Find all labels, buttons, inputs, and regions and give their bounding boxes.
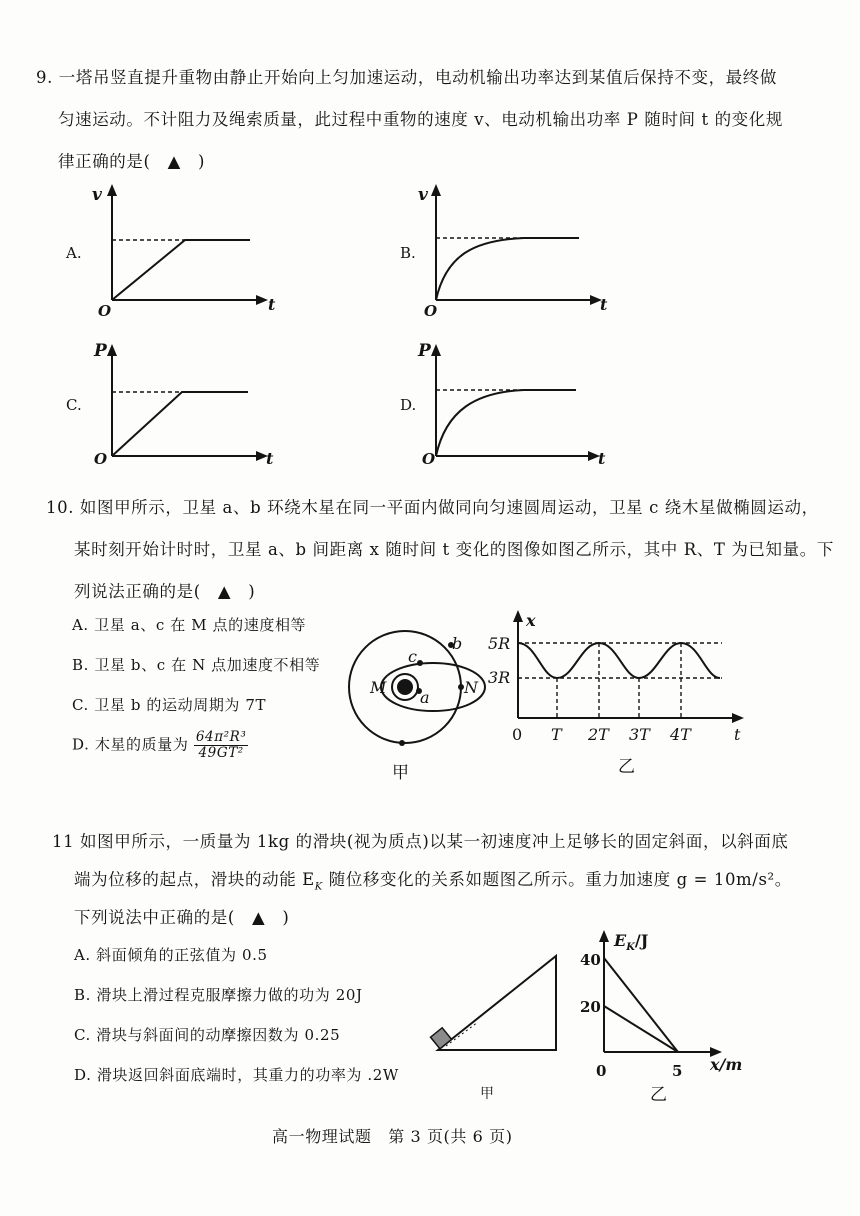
q11-figure-incline (420, 948, 570, 1108)
q9-d-axis-p: P (418, 341, 431, 361)
q10-option-c: C. 卫星 b 的运动周期为 7T (72, 696, 267, 714)
q10-option-d-denominator: 49GT² (198, 744, 244, 761)
q9-line-1: 9. 一塔吊竖直提升重物由静止开始向上匀加速运动，电动机输出功率达到某值后保持不变，最终做 (36, 68, 777, 87)
q11-fig2-tick-0: 0 (596, 1062, 607, 1080)
q10-fig2-caption: 乙 (618, 757, 635, 777)
q11-fig2-tick-20: 20 (580, 998, 601, 1016)
q11-fig1-caption: 甲 (480, 1086, 494, 1102)
q9-line-3: 律正确的是( ▲ ) (58, 152, 206, 171)
q10-fig1-label-n: N (464, 678, 478, 697)
q10-option-b: B. 卫星 b、c 在 N 点加速度不相等 (72, 656, 321, 674)
q10-fig2-axis-x: x (526, 611, 536, 630)
q11-line-1: 11 如图甲所示，一质量为 1kg 的滑块(视为质点)以某一初速度冲上足够长的固定斜面，以斜面底 (52, 832, 789, 851)
q9-graph-c (90, 338, 290, 468)
q10-fig1-caption: 甲 (392, 763, 409, 783)
q9-b-axis-t: t (600, 295, 608, 314)
q10-figure-x-t-graph (484, 606, 754, 776)
q11-fig2-caption: 乙 (650, 1085, 667, 1105)
q10-fig2-tick-4t: 4T (670, 725, 691, 744)
q9-d-origin: O (422, 450, 436, 468)
q11-line-2-rest: 随位移变化的关系如题图乙所示。重力加速度 g = 10m/s²。 (322, 870, 792, 889)
q10-line-3: 列说法正确的是( ▲ ) (74, 582, 256, 601)
page-footer: 高一物理试题 第 3 页(共 6 页) (272, 1127, 513, 1146)
q11-figure-ek-x-graph (570, 920, 770, 1105)
q10-fig2-tick-0: 0 (512, 725, 523, 744)
q10-fig1-label-b: b (452, 634, 463, 653)
q9-graph-a (90, 180, 290, 320)
q11-fig2-xlabel: x/m (710, 1055, 743, 1074)
q10-option-a: A. 卫星 a、c 在 M 点的速度相等 (72, 616, 307, 634)
q11-line-2-sub: K (314, 881, 323, 893)
q9-line-2: 匀速运动。不计阻力及绳索质量，此过程中重物的速度 v、电动机输出功率 P 随时间 t 的变化规 (58, 110, 783, 129)
q9-c-axis-t: t (266, 449, 274, 468)
q11-option-a: A. 斜面倾角的正弦值为 0.5 (74, 946, 268, 964)
q10-fig1-label-a: a (420, 688, 430, 707)
q10-figure-orbits (348, 620, 498, 790)
q9-c-origin: O (94, 450, 108, 468)
q11-line-2-start: 端为位移的起点，滑块的动能 E (74, 870, 315, 889)
q11-fig2-ylabel-unit: /J (634, 931, 649, 950)
q10-option-d-numerator: 64π²R³ (195, 729, 247, 745)
q9-a-axis-v: v (92, 185, 102, 205)
q9-graph-d (414, 338, 624, 468)
slider-block-icon (431, 1028, 452, 1049)
q10-line-2: 某时刻开始计时时，卫星 a、b 间距离 x 随时间 t 变化的图像如图乙所示，其中 R、T 为已知量。下 (74, 540, 834, 559)
q11-line-3: 下列说法中正确的是( ▲ ) (74, 908, 290, 927)
q11-fig2-ylabel: E (614, 931, 627, 950)
q9-option-c-label: C. (66, 396, 82, 414)
q11-fig2-tick-5: 5 (672, 1062, 683, 1080)
q10-fig2-tick-2t: 2T (588, 725, 609, 744)
q9-option-b-label: B. (400, 244, 416, 262)
q9-b-axis-v: v (418, 185, 428, 205)
q10-fig1-label-c: c (408, 647, 417, 666)
q10-fig2-tick-3r: 3R (488, 668, 511, 687)
q10-fig2-tick-t: T (551, 725, 562, 744)
q9-a-axis-t: t (268, 295, 276, 314)
q11-option-d: D. 滑块返回斜面底端时，其重力的功率为 .2W (74, 1066, 399, 1084)
q9-a-origin: O (98, 302, 112, 320)
q9-graph-b (414, 180, 624, 320)
q11-fig2-tick-40: 40 (580, 951, 601, 969)
q10-option-d (72, 730, 248, 761)
q10-option-d-fraction (194, 730, 249, 761)
q9-option-a-label: A. (66, 244, 82, 262)
q9-b-origin: O (424, 302, 438, 320)
q9-option-d-label: D. (400, 396, 417, 414)
q9-d-axis-t: t (598, 449, 606, 468)
q10-option-d-prefix: D. 木星的质量为 (72, 735, 189, 754)
q10-fig1-label-m: M (370, 678, 387, 697)
q11-line-2 (74, 866, 792, 892)
q11-fig2-ylabel-sub: K (626, 942, 635, 953)
q10-fig2-axis-t: t (734, 725, 741, 744)
q10-line-1: 10. 如图甲所示，卫星 a、b 环绕木星在同一平面内做同向匀速圆周运动，卫星 c 绕木星做椭圆运动， (46, 498, 819, 517)
q11-option-b: B. 滑块上滑过程克服摩擦力做的功为 20J (74, 986, 363, 1004)
q11-option-c: C. 滑块与斜面间的动摩擦因数为 0.25 (74, 1026, 341, 1044)
q9-c-axis-p: P (94, 341, 107, 361)
q10-fig2-tick-5r: 5R (488, 634, 511, 653)
q10-fig2-tick-3t: 3T (629, 725, 650, 744)
svg-text:EK/J (613, 931, 648, 953)
